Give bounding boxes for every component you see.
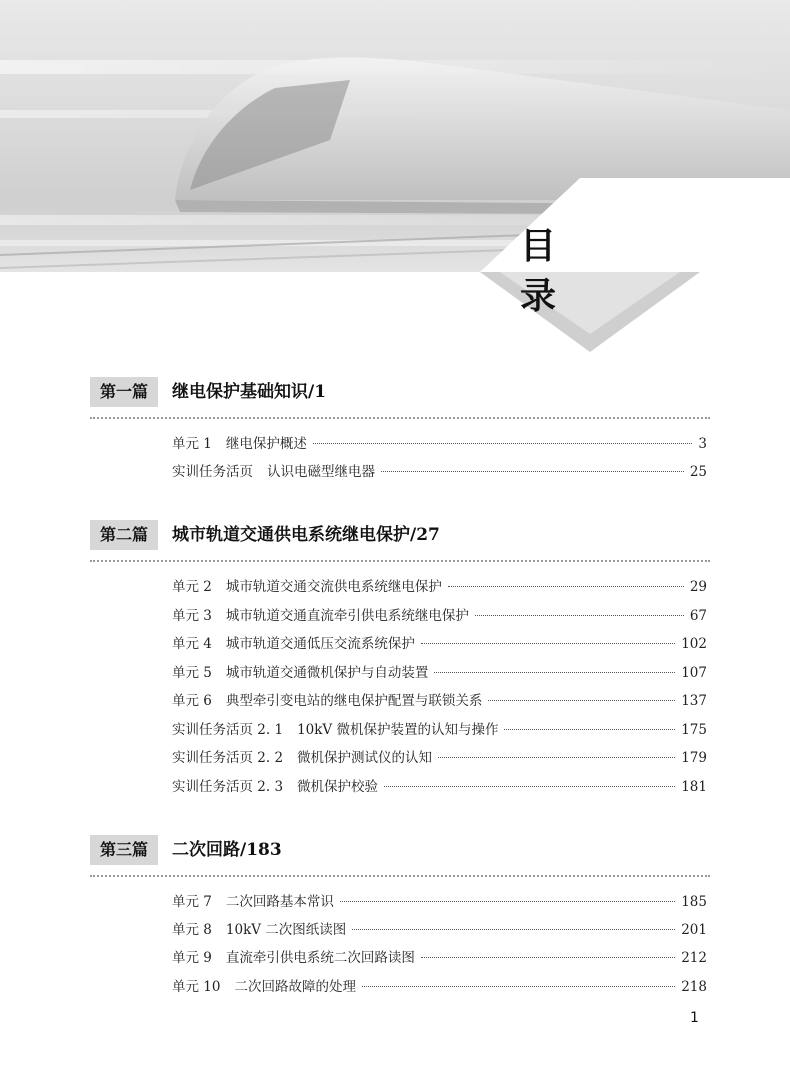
entry-unit: 单元 4 — [172, 636, 212, 652]
dotted-divider — [90, 560, 710, 562]
entry-unit: 单元 8 — [172, 922, 212, 938]
leader-dots — [448, 586, 684, 587]
entry-unit: 单元 10 — [172, 979, 221, 995]
entry-title: 二次回路故障的处理 — [234, 979, 356, 995]
part-heading-3 — [90, 833, 710, 869]
train-illustration — [0, 0, 790, 317]
entry-title: 直流牵引供电系统二次回路读图 — [225, 950, 415, 966]
leader-dots — [381, 471, 684, 472]
leader-dots — [313, 443, 693, 444]
entry-title: 城市轨道交通交流供电系统继电保护 — [225, 579, 442, 595]
entry-title: 10kV 微机保护装置的认知与操作 — [297, 722, 499, 738]
entry-title: 城市轨道交通直流牵引供电系统继电保护 — [225, 608, 469, 624]
entry-unit: 单元 7 — [172, 894, 212, 910]
part-title: 城市轨道交通供电系统继电保护/27 — [172, 525, 440, 545]
entry-title: 继电保护概述 — [225, 436, 307, 452]
entry-unit: 单元 6 — [172, 693, 212, 709]
leader-dots — [352, 929, 675, 930]
dotted-divider — [90, 875, 710, 877]
entry-page: 218 — [681, 979, 707, 995]
entry-title: 认识电磁型继电器 — [267, 464, 375, 480]
part-heading-2 — [90, 518, 710, 554]
entry-unit: 实训任务活页 — [172, 464, 253, 480]
toc-entry[interactable] — [172, 946, 707, 970]
entry-unit: 实训任务活页 2. 1 — [172, 722, 284, 738]
entry-page: 179 — [681, 750, 707, 766]
leader-dots — [504, 729, 675, 730]
part-title: 二次回路/183 — [172, 840, 282, 860]
toc-entry[interactable] — [172, 918, 707, 942]
entry-title: 典型牵引变电站的继电保护配置与联锁关系 — [225, 693, 483, 709]
entry-title: 10kV 二次图纸读图 — [225, 922, 347, 938]
entry-unit: 单元 9 — [172, 950, 212, 966]
entry-unit: 实训任务活页 2. 3 — [172, 779, 284, 795]
dotted-divider — [90, 417, 710, 419]
entry-page: 25 — [689, 464, 707, 480]
entry-title: 二次回路基本常识 — [225, 894, 334, 910]
entry-unit: 单元 5 — [172, 665, 212, 681]
leader-dots — [340, 901, 675, 902]
leader-dots — [421, 643, 675, 644]
entry-page: 137 — [681, 693, 707, 709]
entry-page: 107 — [681, 665, 707, 681]
toc-entry[interactable] — [172, 746, 707, 770]
entry-page: 175 — [681, 722, 707, 738]
part-heading-1 — [90, 375, 710, 411]
part-tag: 第二篇 — [90, 520, 158, 550]
page-number: 1 — [690, 1010, 699, 1026]
part-title: 继电保护基础知识/1 — [172, 382, 327, 402]
entry-page: 3 — [698, 436, 707, 452]
toc-entry[interactable] — [172, 975, 707, 999]
leader-dots — [434, 672, 675, 673]
entry-unit: 单元 3 — [172, 608, 212, 624]
toc-entry[interactable] — [172, 604, 707, 628]
toc-entry[interactable] — [172, 460, 707, 484]
entry-page: 212 — [681, 950, 707, 966]
entry-page: 185 — [681, 894, 707, 910]
entry-title: 城市轨道交通微机保护与自动装置 — [225, 665, 429, 681]
toc-entry[interactable] — [172, 632, 707, 656]
toc-entry[interactable] — [172, 775, 707, 799]
leader-dots — [421, 957, 675, 958]
leader-dots — [438, 757, 675, 758]
entry-unit: 单元 1 — [172, 436, 212, 452]
entry-page: 67 — [689, 608, 707, 624]
page-title: 目 录 — [520, 226, 579, 317]
entry-page: 201 — [681, 922, 707, 938]
entry-unit: 单元 2 — [172, 579, 212, 595]
toc-entry[interactable] — [172, 689, 707, 713]
entry-title: 微机保护测试仪的认知 — [297, 750, 433, 766]
leader-dots — [475, 615, 684, 616]
leader-dots — [362, 986, 675, 987]
leader-dots — [384, 786, 675, 787]
part-tag: 第一篇 — [90, 377, 158, 407]
header-banner — [0, 0, 790, 317]
entry-page: 181 — [681, 779, 707, 795]
entry-page: 29 — [689, 579, 707, 595]
part-tag: 第三篇 — [90, 835, 158, 865]
toc-entry[interactable] — [172, 890, 707, 914]
entry-title: 微机保护校验 — [297, 779, 379, 795]
leader-dots — [488, 700, 675, 701]
toc-entry[interactable] — [172, 575, 707, 599]
toc-entry[interactable] — [172, 718, 707, 742]
title-chevron-decoration — [470, 272, 710, 362]
entry-page: 102 — [681, 636, 707, 652]
entry-title: 城市轨道交通低压交流系统保护 — [225, 636, 415, 652]
entry-unit: 实训任务活页 2. 2 — [172, 750, 284, 766]
toc-entry[interactable] — [172, 432, 707, 456]
toc-entry[interactable] — [172, 661, 707, 685]
